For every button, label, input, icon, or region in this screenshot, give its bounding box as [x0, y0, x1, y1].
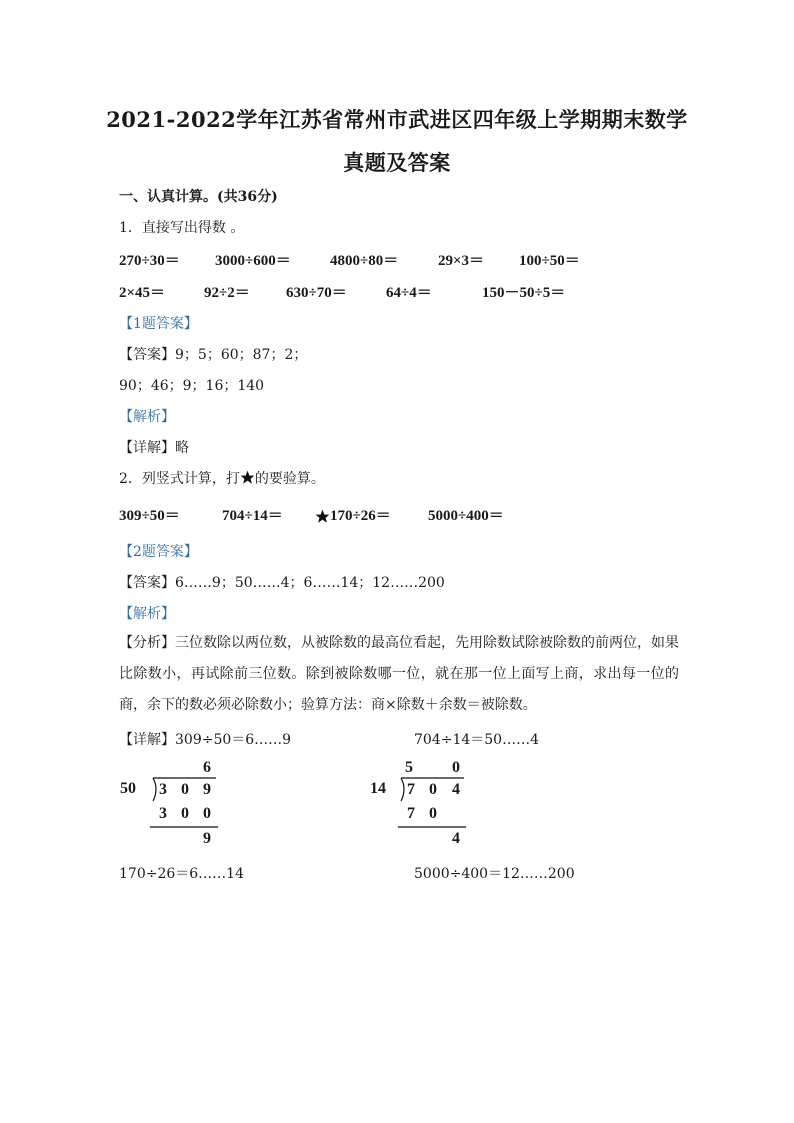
q1-expr: 150－50÷5＝: [482, 285, 566, 301]
product-digit: 0: [181, 805, 189, 822]
q2-expr: 704÷14＝: [222, 508, 283, 524]
q1-answer-tag: 【1题答案】: [119, 316, 198, 332]
product-digit: 7: [407, 805, 415, 822]
quotient-digit: 5: [405, 759, 413, 776]
subtraction-line: [150, 826, 220, 828]
remainder-digit: 4: [452, 830, 460, 847]
doc-title-line-1: 2021-2022学年江苏省常州市武进区四年级上学期期末数学: [106, 107, 688, 132]
star-icon: [240, 470, 255, 485]
q1-expr: 3000÷600＝: [215, 253, 291, 269]
q2-answer-tag: 【2题答案】: [119, 544, 198, 560]
q2-expr-starred: 170÷26＝: [330, 508, 391, 524]
q1-prompt: 1．直接写出得数 。: [119, 220, 245, 236]
q2-expr: 5000÷400＝: [428, 508, 504, 524]
q1-analysis-tag: 【解析】: [119, 409, 175, 425]
q2-expr: [315, 504, 391, 525]
doc-title-line-2: 真题及答案: [343, 150, 451, 175]
q1-expr: 2×45＝: [119, 285, 166, 301]
dividend-digit: 3: [159, 781, 167, 798]
q1-expr: 64÷4＝: [386, 285, 432, 301]
product-digit: 0: [203, 805, 211, 822]
quotient-digit: 6: [203, 759, 211, 776]
quotient-digit: 0: [452, 759, 460, 776]
q2-prompt: [119, 468, 325, 488]
q2-detail-2: 704÷14＝50……4: [414, 732, 539, 748]
q2-detail-4: 5000÷400＝12……200: [414, 866, 575, 882]
q2-detail-3: 170÷26＝6……14: [119, 866, 244, 882]
dividend-digit: 4: [452, 781, 460, 798]
product-digit: 0: [429, 805, 437, 822]
star-icon: [315, 509, 330, 524]
q1-answer-line-2: 90；46；9；16；140: [119, 378, 265, 394]
q2-prompt-start: 2．列竖式计算，打: [119, 471, 240, 487]
dividend-digit: 9: [203, 781, 211, 798]
q2-analysis-paragraph: 【分析】三位数除以两位数，从被除数的最高位看起，先用除数试除被除数的前两位，如果比除数小，再试除前三位数。除到被除数哪一位，就在那一位上面写上商，求出每一位的商，余下的数必须必除数小；验算方法：商×除数＋余数＝被除数。: [119, 635, 679, 713]
divisor: 50: [120, 780, 136, 797]
q1-expr: 630÷70＝: [286, 285, 347, 301]
q2-expr: 309÷50＝: [119, 508, 180, 524]
q1-expr: 270÷30＝: [119, 253, 180, 269]
dividend-digit: 0: [181, 781, 189, 798]
q2-prompt-end: 的要验算。: [254, 471, 325, 487]
remainder-digit: 9: [203, 830, 211, 847]
q1-detail: 【详解】略: [119, 440, 189, 456]
section-heading: 一、认真计算。(共36分): [119, 189, 278, 205]
q2-answer: 【答案】6……9；50……4；6……14；12……200: [119, 575, 445, 591]
dividend-digit: 0: [429, 781, 437, 798]
q1-expr: 92÷2＝: [204, 285, 250, 301]
q1-expr: 4800÷80＝: [330, 253, 399, 269]
q1-expr: 29×3＝: [438, 253, 485, 269]
subtraction-line: [398, 826, 468, 828]
q1-answer-line-1: 【答案】9；5；60；87；2；: [119, 347, 308, 363]
q1-expr: 100÷50＝: [519, 253, 580, 269]
dividend-digit: 7: [407, 781, 415, 798]
product-digit: 3: [159, 805, 167, 822]
q2-analysis-tag: 【解析】: [119, 606, 175, 622]
divisor: 14: [370, 780, 386, 797]
q2-detail-1: 【详解】309÷50＝6……9: [119, 732, 292, 748]
